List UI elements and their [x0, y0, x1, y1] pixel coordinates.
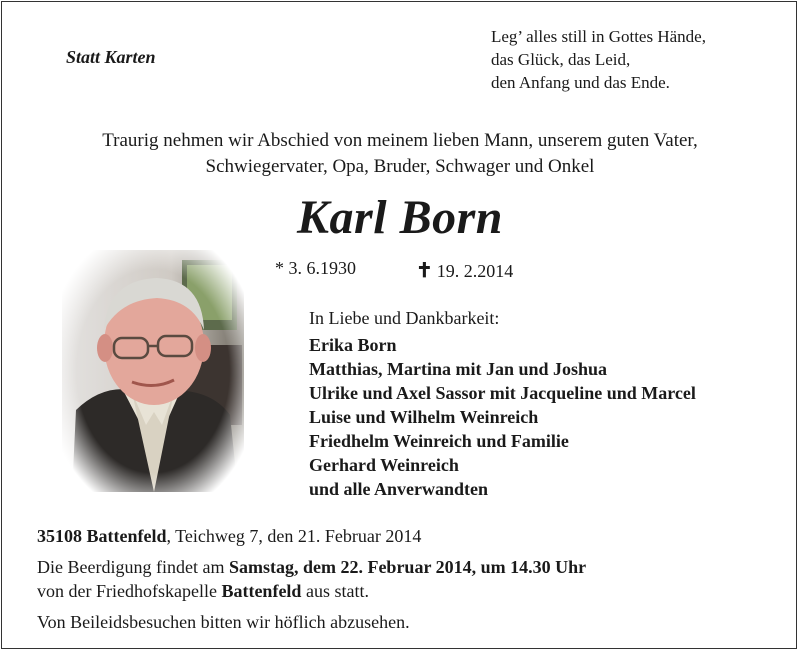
verse-line: das Glück, das Leid,: [491, 50, 631, 69]
mourner-name: Friedhelm Weinreich und Familie: [309, 431, 569, 451]
birth-date: * 3. 6.1930: [275, 258, 356, 278]
mourner-name: Luise und Wilhelm Weinreich: [309, 407, 539, 427]
funeral-intro: Die Beerdigung findet am: [37, 557, 229, 577]
footer-info: [37, 524, 586, 634]
portrait-photo: [62, 250, 244, 492]
address-details: , Teichweg 7, den 21. Februar 2014: [166, 526, 422, 546]
cross-icon: ✝: [416, 260, 433, 282]
death-date-group: [416, 258, 513, 283]
chapel-place: Battenfeld: [221, 581, 302, 601]
mourners-lead: In Liebe und Dankbarkeit:: [309, 308, 500, 328]
intro-text: [0, 128, 800, 180]
intro-line: Traurig nehmen wir Abschied von meinem lieben Mann, unserem guten Vater,: [102, 130, 698, 151]
address-place: 35108 Battenfeld: [37, 526, 167, 546]
condolence-note: Von Beileidsbesuchen bitten wir höflich abzusehen.: [37, 612, 410, 632]
verse-line: den Anfang und das Ende.: [491, 73, 670, 92]
mourner-name: und alle Anverwandten: [309, 479, 489, 499]
chapel-intro: von der Friedhofskapelle: [37, 581, 222, 601]
death-date: 19. 2.2014: [436, 261, 514, 281]
mourner-name: Ulrike und Axel Sassor mit Jacqueline und Marcel: [309, 383, 696, 403]
chapel-line: [37, 579, 586, 603]
funeral-datetime: Samstag, dem 22. Februar 2014, um 14.30 Uhr: [228, 557, 587, 577]
statt-karten-label: Statt Karten: [66, 47, 156, 67]
funeral-line: [37, 555, 586, 579]
deceased-name: Karl Born: [297, 191, 503, 244]
address-line: [37, 524, 586, 548]
life-dates: [275, 258, 514, 282]
verse: [491, 25, 706, 94]
mourner-name: Matthias, Martina mit Jan und Joshua: [309, 359, 608, 379]
mourner-name: Erika Born: [309, 335, 397, 355]
intro-line: Schwiegervater, Opa, Bruder, Schwager und Onkel: [205, 156, 595, 177]
verse-line: Leg’ alles still in Gottes Hände,: [491, 27, 706, 46]
chapel-end: aus statt.: [301, 581, 369, 601]
mourners-list: [309, 306, 696, 501]
mourner-name: Gerhard Weinreich: [309, 455, 459, 475]
